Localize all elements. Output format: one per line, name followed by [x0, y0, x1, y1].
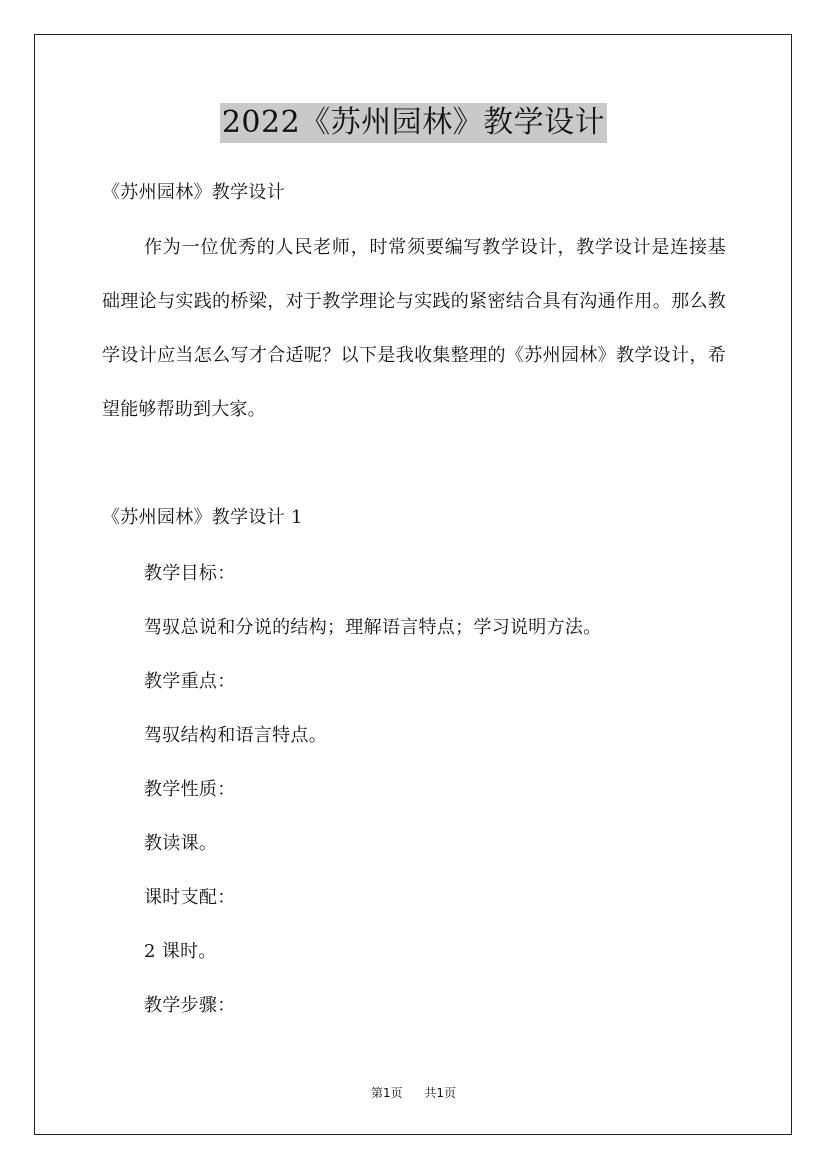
teaching-goals-text: 驾驭总说和分说的结构；理解语言特点；学习说明方法。 [144, 617, 602, 638]
teaching-focus-label: 教学重点： [144, 671, 236, 692]
class-hours-text: 2 课时。 [144, 941, 217, 962]
document-title: 2022《苏州园林》教学设计 [220, 103, 607, 143]
page-footer [0, 1084, 827, 1101]
section-heading: 《苏州园林》教学设计 1 [102, 507, 303, 528]
lesson-type-text: 教读课。 [144, 833, 218, 854]
lesson-type-label: 教学性质： [144, 779, 236, 800]
page-current: 第1页 [371, 1086, 403, 1100]
teaching-goals-label: 教学目标： [144, 563, 236, 584]
intro-paragraph: 作为一位优秀的人民老师，时常须要编写教学设计，教学设计是连接基础理论与实践的桥梁，对于教学理论与实践的紧密结合具有沟通作用。那么教学设计应当怎么写才合适呢？以下是我收集整理的《苏州园林》教学设计，希望能够帮助到大家。 [102, 237, 726, 420]
teaching-steps-label: 教学步骤： [144, 995, 236, 1016]
class-hours-label: 课时支配： [144, 887, 236, 908]
title-container [0, 103, 827, 143]
teaching-focus-text: 驾驭结构和语言特点。 [144, 725, 327, 746]
page-total: 共1页 [424, 1086, 456, 1100]
subtitle: 《苏州园林》教学设计 [102, 182, 285, 203]
